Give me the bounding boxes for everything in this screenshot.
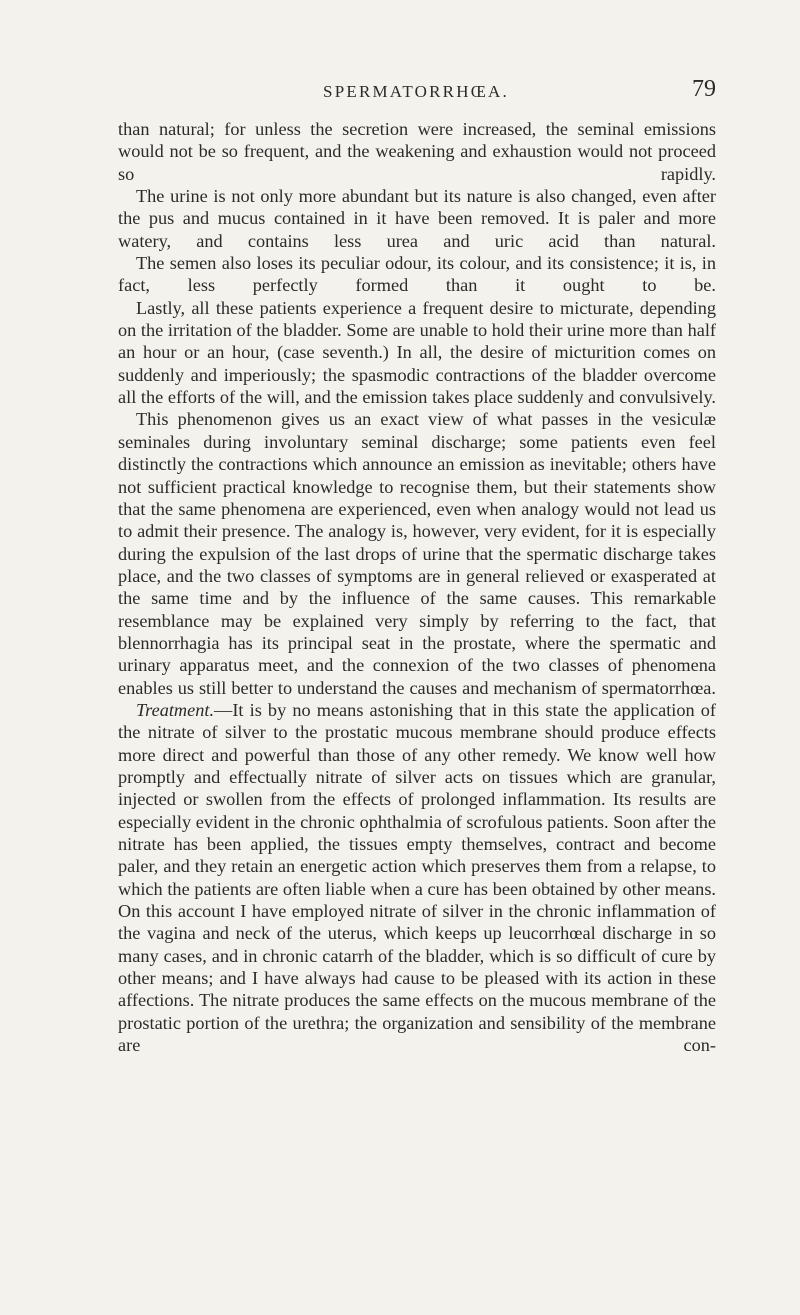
paragraph: Lastly, all these patients experience a frequent desire to micturate, depending on the irritation of the bladder. Some are unable to hold their urine more than half an hour or an hour, (case seventh.) In all, the desire of micturition comes on suddenly and imperiously; the spasmodic contractions of the bladder overcome all the efforts of the will, and the emission takes place suddenly and convulsively. (118, 297, 716, 408)
paragraph: This phenomenon gives us an exact view of what passes in the vesiculæ seminales during involuntary seminal discharge; some patients even feel distinctly the contractions which announce an emission as inevitable; others have not sufficient practical knowledge to recognise them, but their statements show that the same phenomena are experienced, even when analogy would not lead us to admit their presence. The analogy is, however, very evident, for it is especially during the expulsion of the last drops of urine that the spermatic discharge takes place, and the two classes of symptoms are in general relieved or exasperated at the same time and by the influence of the same causes. This remarkable resemblance may be explained very simply by referring to the fact, that blennorrhagia has its principal seat in the prostate, where the spermatic and urinary apparatus meet, and the connexion of the two classes of phenomena enables us still better to understand the causes and mechanism of spermatorrhœa. (118, 409, 716, 698)
paragraph-treatment-text: —It is by no means astonishing that in this state the application of the nitrate of silver to the prostatic mucous membrane should produce effects more direct and powerful than those of any other remedy. We know well how promptly and effectually nitrate of silver acts on tissues which are granular, injected or swollen from the effects of prolonged inflammation. Its results are especially evident in the chronic ophthalmia of scrofulous patients. Soon after the nitrate has been applied, the tissues empty themselves, contract and become paler, and they retain an energetic action which preserves them from a relapse, to which the patients are often liable when a cure has been obtained by other means. On this account I have employed nitrate of silver in the chronic inflammation of the vagina and neck of the uterus, which keeps up leucorrhœal discharge in so many cases, and in chronic catarrh of the bladder, which is so difficult of cure by other means; and I have always had cause to be pleased with its action in these affections. The nitrate produces the same effects on the mucous membrane of the prostatic portion of the urethra; the organization and sensibility of the membrane are con- (118, 699, 716, 1056)
paragraph: than natural; for unless the secretion were increased, the seminal emissions would not be so frequent, and the weakening and exhaustion would not proceed so rapidly. (118, 119, 716, 184)
running-title: SPERMATORRHŒA. (323, 82, 509, 101)
section-heading-treatment: Treatment. (136, 699, 215, 720)
page-number: 79 (692, 76, 716, 102)
paragraph-treatment (118, 699, 716, 1057)
paragraph: The urine is not only more abundant but its nature is also changed, even after the pus and mucus contained in it have been removed. It is paler and more watery, and contains less urea and uric acid than natural. (118, 186, 716, 251)
paragraph: The semen also loses its peculiar odour, its colour, and its consistence; it is, in fact, less perfectly formed than it ought to be. (118, 253, 716, 296)
running-head (116, 76, 716, 106)
body-text (118, 118, 716, 1056)
